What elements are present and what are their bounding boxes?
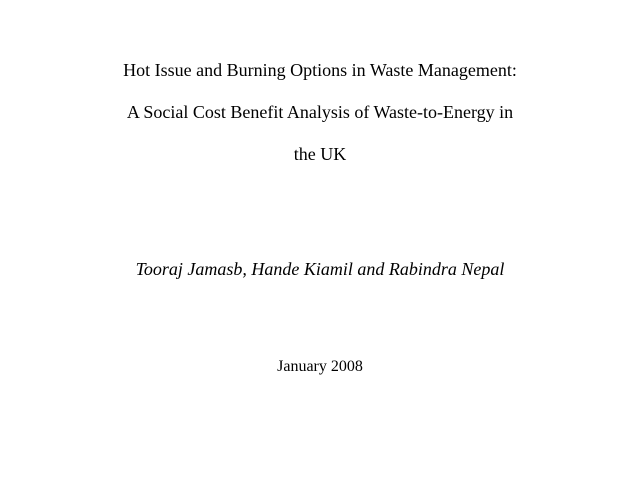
title-line-3: the UK: [293, 144, 347, 164]
paper-title: [0, 60, 640, 186]
publication-date: January 2008: [277, 358, 363, 375]
title-line-1: Hot Issue and Burning Options in Waste Management:: [123, 60, 517, 80]
author-list: Tooraj Jamasb, Hande Kiamil and Rabindra Nepal: [135, 259, 505, 279]
title-line-2: A Social Cost Benefit Analysis of Waste-to-Energy in: [126, 102, 514, 122]
